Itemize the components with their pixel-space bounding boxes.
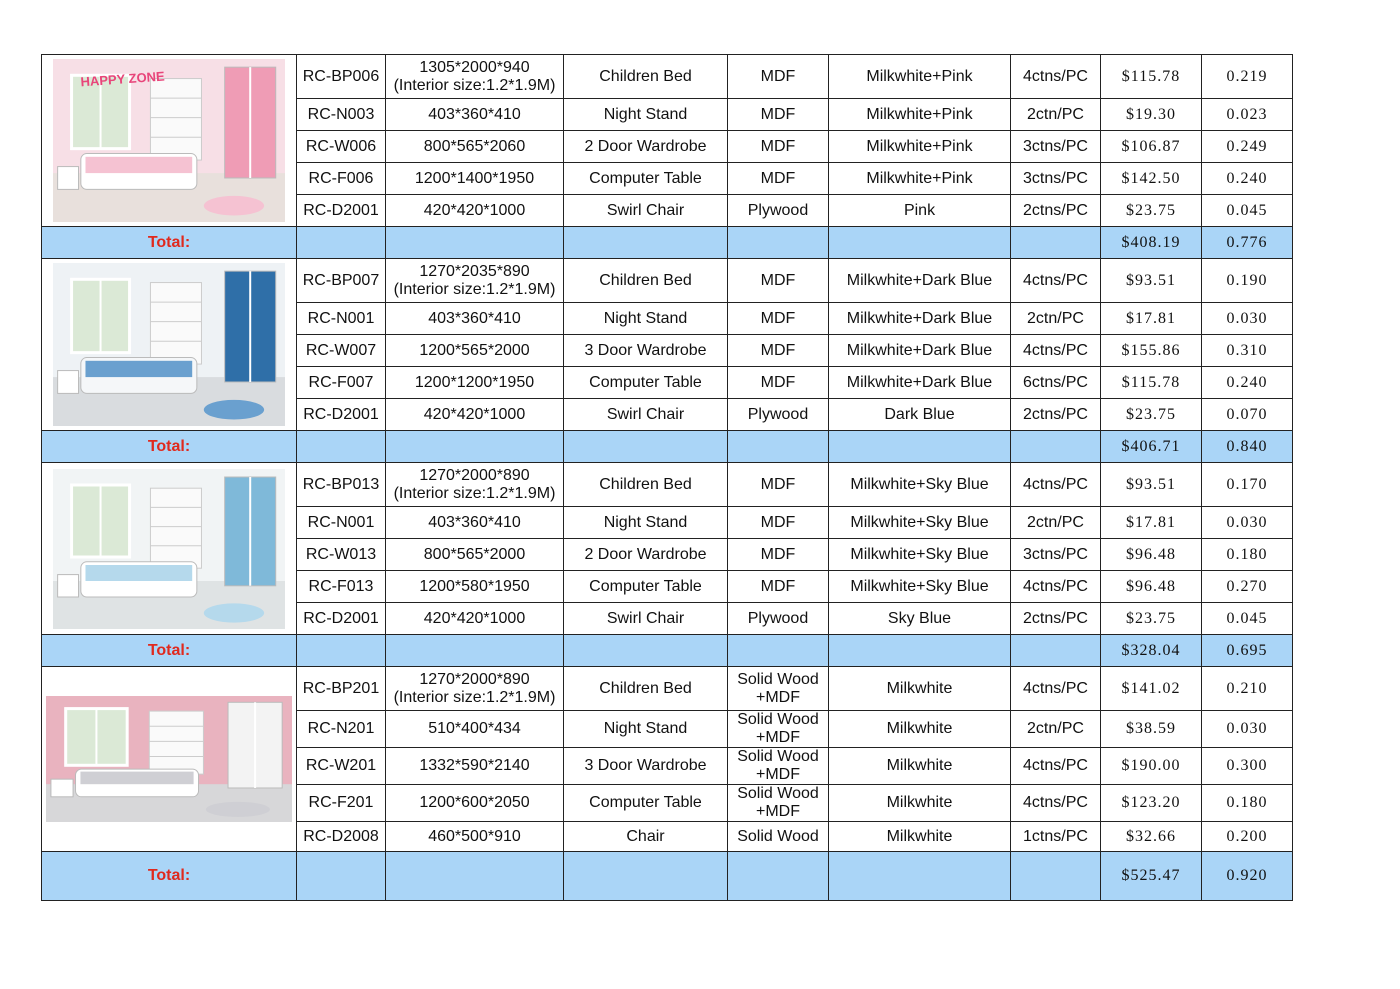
item-packing: 4ctns/PC bbox=[1011, 667, 1101, 711]
item-code: RC-BP007 bbox=[297, 259, 386, 303]
item-material bbox=[728, 303, 829, 335]
total-empty-cell bbox=[386, 431, 564, 463]
item-size bbox=[386, 335, 564, 367]
item-price: $155.86 bbox=[1101, 335, 1202, 367]
item-price: $23.75 bbox=[1101, 399, 1202, 431]
material-main: MDF bbox=[760, 513, 796, 531]
item-packing: 4ctns/PC bbox=[1011, 463, 1101, 507]
item-material bbox=[728, 55, 829, 99]
item-volume: 0.240 bbox=[1202, 163, 1293, 195]
material-main: Plywood bbox=[747, 201, 809, 219]
size-dims: 420*420*1000 bbox=[423, 405, 526, 423]
item-price: $141.02 bbox=[1101, 667, 1202, 711]
item-price: $142.50 bbox=[1101, 163, 1202, 195]
total-empty-cell bbox=[297, 431, 386, 463]
item-name: Children Bed bbox=[564, 667, 728, 711]
material-main: Plywood bbox=[747, 405, 809, 423]
size-dims: 403*360*410 bbox=[428, 513, 521, 531]
material-main: MDF bbox=[760, 271, 796, 289]
item-name: Chair bbox=[564, 822, 728, 852]
total-empty-cell bbox=[297, 227, 386, 259]
item-price: $93.51 bbox=[1101, 259, 1202, 303]
product-photo bbox=[42, 259, 297, 431]
item-material bbox=[728, 603, 829, 635]
item-material bbox=[728, 99, 829, 131]
item-code: RC-BP006 bbox=[297, 55, 386, 99]
item-packing: 4ctns/PC bbox=[1011, 748, 1101, 785]
item-material bbox=[728, 539, 829, 571]
table-row bbox=[42, 259, 1293, 303]
material-main: MDF bbox=[760, 309, 796, 327]
material-main: Solid Wood bbox=[737, 748, 819, 765]
item-color: Dark Blue bbox=[829, 399, 1011, 431]
item-size bbox=[386, 195, 564, 227]
item-name: Children Bed bbox=[564, 259, 728, 303]
material-main: MDF bbox=[760, 475, 796, 493]
item-size bbox=[386, 748, 564, 785]
total-empty-cell bbox=[829, 227, 1011, 259]
item-color: Milkwhite+Dark Blue bbox=[829, 259, 1011, 303]
item-code: RC-D2008 bbox=[297, 822, 386, 852]
product-photo bbox=[42, 667, 297, 852]
item-volume: 0.045 bbox=[1202, 195, 1293, 227]
item-name: Computer Table bbox=[564, 785, 728, 822]
item-color: Milkwhite+Sky Blue bbox=[829, 507, 1011, 539]
item-code: RC-W006 bbox=[297, 131, 386, 163]
item-name: Night Stand bbox=[564, 507, 728, 539]
item-size bbox=[386, 99, 564, 131]
item-color: Milkwhite+Pink bbox=[829, 55, 1011, 99]
item-code: RC-N001 bbox=[297, 303, 386, 335]
item-size bbox=[386, 303, 564, 335]
item-volume: 0.249 bbox=[1202, 131, 1293, 163]
material-extra: +MDF bbox=[756, 688, 800, 706]
item-packing: 3ctns/PC bbox=[1011, 539, 1101, 571]
item-code: RC-N003 bbox=[297, 99, 386, 131]
item-code: RC-W007 bbox=[297, 335, 386, 367]
item-code: RC-F007 bbox=[297, 367, 386, 399]
item-name: 3 Door Wardrobe bbox=[564, 748, 728, 785]
total-empty-cell bbox=[728, 227, 829, 259]
item-material bbox=[728, 131, 829, 163]
item-color: Milkwhite+Pink bbox=[829, 131, 1011, 163]
material-main: Solid Wood bbox=[737, 827, 819, 845]
item-price: $115.78 bbox=[1101, 55, 1202, 99]
item-code: RC-F006 bbox=[297, 163, 386, 195]
total-label: Total: bbox=[42, 635, 297, 667]
item-color: Sky Blue bbox=[829, 603, 1011, 635]
item-packing: 2ctn/PC bbox=[1011, 303, 1101, 335]
item-price: $38.59 bbox=[1101, 711, 1202, 748]
item-code: RC-BP201 bbox=[297, 667, 386, 711]
material-extra: +MDF bbox=[756, 766, 800, 783]
item-color: Pink bbox=[829, 195, 1011, 227]
total-empty-cell bbox=[386, 635, 564, 667]
product-photo bbox=[42, 55, 297, 227]
item-name: Night Stand bbox=[564, 99, 728, 131]
item-code: RC-W201 bbox=[297, 748, 386, 785]
item-size bbox=[386, 667, 564, 711]
item-price: $96.48 bbox=[1101, 539, 1202, 571]
item-price: $96.48 bbox=[1101, 571, 1202, 603]
total-empty-cell bbox=[728, 431, 829, 463]
item-volume: 0.030 bbox=[1202, 711, 1293, 748]
size-dims: 1200*565*2000 bbox=[419, 341, 530, 359]
svg-text:HAPPY ZONE: HAPPY ZONE bbox=[80, 68, 166, 90]
item-volume: 0.023 bbox=[1202, 99, 1293, 131]
size-dims: 1200*600*2050 bbox=[419, 794, 530, 811]
item-material bbox=[728, 463, 829, 507]
item-name: 2 Door Wardrobe bbox=[564, 539, 728, 571]
item-material bbox=[728, 163, 829, 195]
item-volume: 0.270 bbox=[1202, 571, 1293, 603]
item-packing: 2ctns/PC bbox=[1011, 603, 1101, 635]
item-name: Swirl Chair bbox=[564, 603, 728, 635]
total-volume: 0.840 bbox=[1202, 431, 1293, 463]
item-color: Milkwhite+Dark Blue bbox=[829, 367, 1011, 399]
total-empty-cell bbox=[1011, 431, 1101, 463]
item-name: Computer Table bbox=[564, 571, 728, 603]
item-material bbox=[728, 711, 829, 748]
size-dims: 1200*1400*1950 bbox=[414, 169, 535, 187]
price-list-table bbox=[41, 54, 1293, 901]
item-price: $23.75 bbox=[1101, 603, 1202, 635]
item-material bbox=[728, 399, 829, 431]
material-main: MDF bbox=[760, 67, 796, 85]
total-row bbox=[42, 852, 1293, 901]
room-image bbox=[53, 469, 285, 629]
size-note: (Interior size:1.2*1.9M) bbox=[393, 76, 556, 94]
material-main: MDF bbox=[760, 545, 796, 563]
material-main: MDF bbox=[760, 169, 796, 187]
total-empty-cell bbox=[829, 852, 1011, 901]
item-price: $123.20 bbox=[1101, 785, 1202, 822]
size-dims: 1200*1200*1950 bbox=[414, 373, 535, 391]
total-price: $408.19 bbox=[1101, 227, 1202, 259]
total-empty-cell bbox=[386, 227, 564, 259]
item-color: Milkwhite+Sky Blue bbox=[829, 463, 1011, 507]
material-main: Solid Wood bbox=[737, 711, 819, 728]
item-volume: 0.219 bbox=[1202, 55, 1293, 99]
item-code: RC-W013 bbox=[297, 539, 386, 571]
total-volume: 0.695 bbox=[1202, 635, 1293, 667]
total-price: $328.04 bbox=[1101, 635, 1202, 667]
item-volume: 0.180 bbox=[1202, 785, 1293, 822]
item-color: Milkwhite+Dark Blue bbox=[829, 303, 1011, 335]
item-packing: 4ctns/PC bbox=[1011, 55, 1101, 99]
item-code: RC-F201 bbox=[297, 785, 386, 822]
room-image bbox=[53, 263, 285, 426]
total-empty-cell bbox=[829, 635, 1011, 667]
item-material bbox=[728, 507, 829, 539]
item-color: Milkwhite bbox=[829, 822, 1011, 852]
size-dims: 420*420*1000 bbox=[423, 609, 526, 627]
item-code: RC-N001 bbox=[297, 507, 386, 539]
size-note: (Interior size:1.2*1.9M) bbox=[393, 688, 556, 706]
total-empty-cell bbox=[564, 227, 728, 259]
item-size bbox=[386, 367, 564, 399]
total-empty-cell bbox=[1011, 852, 1101, 901]
item-packing: 2ctns/PC bbox=[1011, 399, 1101, 431]
size-dims: 800*565*2060 bbox=[423, 137, 526, 155]
item-name: 3 Door Wardrobe bbox=[564, 335, 728, 367]
material-main: MDF bbox=[760, 373, 796, 391]
total-row bbox=[42, 431, 1293, 463]
item-size bbox=[386, 571, 564, 603]
item-packing: 2ctn/PC bbox=[1011, 99, 1101, 131]
item-color: Milkwhite+Sky Blue bbox=[829, 539, 1011, 571]
item-name: Swirl Chair bbox=[564, 399, 728, 431]
item-price: $93.51 bbox=[1101, 463, 1202, 507]
item-size bbox=[386, 822, 564, 852]
item-size bbox=[386, 259, 564, 303]
item-packing: 4ctns/PC bbox=[1011, 785, 1101, 822]
item-packing: 3ctns/PC bbox=[1011, 131, 1101, 163]
item-price: $190.00 bbox=[1101, 748, 1202, 785]
room-image bbox=[46, 696, 292, 822]
size-dims: 1270*2035*890 bbox=[419, 262, 530, 280]
item-material bbox=[728, 367, 829, 399]
total-empty-cell bbox=[829, 431, 1011, 463]
item-volume: 0.170 bbox=[1202, 463, 1293, 507]
item-packing: 2ctn/PC bbox=[1011, 711, 1101, 748]
item-size bbox=[386, 55, 564, 99]
item-size bbox=[386, 163, 564, 195]
item-price: $17.81 bbox=[1101, 507, 1202, 539]
total-empty-cell bbox=[564, 431, 728, 463]
total-label: Total: bbox=[42, 227, 297, 259]
item-packing: 4ctns/PC bbox=[1011, 335, 1101, 367]
material-main: Solid Wood bbox=[737, 785, 819, 802]
item-size bbox=[386, 399, 564, 431]
item-packing: 4ctns/PC bbox=[1011, 571, 1101, 603]
total-empty-cell bbox=[564, 852, 728, 901]
size-note: (Interior size:1.2*1.9M) bbox=[393, 484, 556, 502]
item-color: Milkwhite bbox=[829, 748, 1011, 785]
material-extra: +MDF bbox=[756, 803, 800, 820]
product-photo bbox=[42, 463, 297, 635]
material-main: Solid Wood bbox=[737, 670, 819, 688]
item-name: Children Bed bbox=[564, 55, 728, 99]
total-empty-cell bbox=[386, 852, 564, 901]
size-dims: 1332*590*2140 bbox=[419, 757, 530, 774]
item-material bbox=[728, 822, 829, 852]
total-empty-cell bbox=[297, 852, 386, 901]
item-size bbox=[386, 507, 564, 539]
material-extra: +MDF bbox=[756, 729, 800, 746]
item-code: RC-BP013 bbox=[297, 463, 386, 507]
item-size bbox=[386, 603, 564, 635]
size-dims: 403*360*410 bbox=[428, 105, 521, 123]
item-packing: 2ctns/PC bbox=[1011, 195, 1101, 227]
item-volume: 0.045 bbox=[1202, 603, 1293, 635]
item-color: Milkwhite+Pink bbox=[829, 163, 1011, 195]
item-size bbox=[386, 463, 564, 507]
item-packing: 4ctns/PC bbox=[1011, 259, 1101, 303]
total-label: Total: bbox=[42, 431, 297, 463]
item-code: RC-F013 bbox=[297, 571, 386, 603]
item-color: Milkwhite+Sky Blue bbox=[829, 571, 1011, 603]
item-color: Milkwhite+Pink bbox=[829, 99, 1011, 131]
item-price: $19.30 bbox=[1101, 99, 1202, 131]
total-empty-cell bbox=[728, 852, 829, 901]
item-color: Milkwhite bbox=[829, 785, 1011, 822]
item-volume: 0.030 bbox=[1202, 303, 1293, 335]
item-material bbox=[728, 259, 829, 303]
item-code: RC-D2001 bbox=[297, 399, 386, 431]
item-packing: 3ctns/PC bbox=[1011, 163, 1101, 195]
item-size bbox=[386, 131, 564, 163]
item-color: Milkwhite+Dark Blue bbox=[829, 335, 1011, 367]
item-price: $115.78 bbox=[1101, 367, 1202, 399]
item-size bbox=[386, 785, 564, 822]
item-code: RC-D2001 bbox=[297, 603, 386, 635]
item-name: 2 Door Wardrobe bbox=[564, 131, 728, 163]
item-size bbox=[386, 539, 564, 571]
total-price: $406.71 bbox=[1101, 431, 1202, 463]
size-dims: 420*420*1000 bbox=[423, 201, 526, 219]
size-dims: 1200*580*1950 bbox=[419, 577, 530, 595]
item-name: Night Stand bbox=[564, 303, 728, 335]
room-image bbox=[53, 59, 285, 222]
item-name: Children Bed bbox=[564, 463, 728, 507]
material-main: MDF bbox=[760, 105, 796, 123]
material-main: MDF bbox=[760, 577, 796, 595]
item-volume: 0.300 bbox=[1202, 748, 1293, 785]
item-material bbox=[728, 748, 829, 785]
item-name: Computer Table bbox=[564, 367, 728, 399]
size-note: (Interior size:1.2*1.9M) bbox=[393, 280, 556, 298]
material-main: MDF bbox=[760, 137, 796, 155]
size-dims: 460*500*910 bbox=[428, 827, 521, 845]
item-name: Night Stand bbox=[564, 711, 728, 748]
item-packing: 6ctns/PC bbox=[1011, 367, 1101, 399]
item-volume: 0.310 bbox=[1202, 335, 1293, 367]
item-volume: 0.210 bbox=[1202, 667, 1293, 711]
item-name: Swirl Chair bbox=[564, 195, 728, 227]
size-dims: 800*565*2000 bbox=[423, 545, 526, 563]
size-dims: 403*360*410 bbox=[428, 309, 521, 327]
total-label: Total: bbox=[42, 852, 297, 901]
size-dims: 510*400*434 bbox=[428, 720, 521, 737]
item-packing: 1ctns/PC bbox=[1011, 822, 1101, 852]
item-color: Milkwhite bbox=[829, 667, 1011, 711]
item-material bbox=[728, 785, 829, 822]
size-dims: 1305*2000*940 bbox=[419, 58, 530, 76]
item-price: $23.75 bbox=[1101, 195, 1202, 227]
item-material bbox=[728, 195, 829, 227]
total-empty-cell bbox=[728, 635, 829, 667]
item-price: $106.87 bbox=[1101, 131, 1202, 163]
total-row bbox=[42, 635, 1293, 667]
size-dims: 1270*2000*890 bbox=[419, 670, 530, 688]
item-volume: 0.200 bbox=[1202, 822, 1293, 852]
item-material bbox=[728, 571, 829, 603]
item-code: RC-N201 bbox=[297, 711, 386, 748]
material-main: MDF bbox=[760, 341, 796, 359]
total-empty-cell bbox=[1011, 635, 1101, 667]
total-volume: 0.776 bbox=[1202, 227, 1293, 259]
item-code: RC-D2001 bbox=[297, 195, 386, 227]
item-volume: 0.240 bbox=[1202, 367, 1293, 399]
item-volume: 0.030 bbox=[1202, 507, 1293, 539]
table-row bbox=[42, 55, 1293, 99]
item-packing: 2ctn/PC bbox=[1011, 507, 1101, 539]
item-volume: 0.180 bbox=[1202, 539, 1293, 571]
total-empty-cell bbox=[297, 635, 386, 667]
item-price: $17.81 bbox=[1101, 303, 1202, 335]
table-row bbox=[42, 463, 1293, 507]
item-size bbox=[386, 711, 564, 748]
item-material bbox=[728, 335, 829, 367]
total-volume: 0.920 bbox=[1202, 852, 1293, 901]
item-material bbox=[728, 667, 829, 711]
item-volume: 0.190 bbox=[1202, 259, 1293, 303]
total-row bbox=[42, 227, 1293, 259]
total-price: $525.47 bbox=[1101, 852, 1202, 901]
item-price: $32.66 bbox=[1101, 822, 1202, 852]
table-row bbox=[42, 667, 1293, 711]
total-empty-cell bbox=[564, 635, 728, 667]
item-volume: 0.070 bbox=[1202, 399, 1293, 431]
material-main: Plywood bbox=[747, 609, 809, 627]
size-dims: 1270*2000*890 bbox=[419, 466, 530, 484]
item-color: Milkwhite bbox=[829, 711, 1011, 748]
total-empty-cell bbox=[1011, 227, 1101, 259]
item-name: Computer Table bbox=[564, 163, 728, 195]
